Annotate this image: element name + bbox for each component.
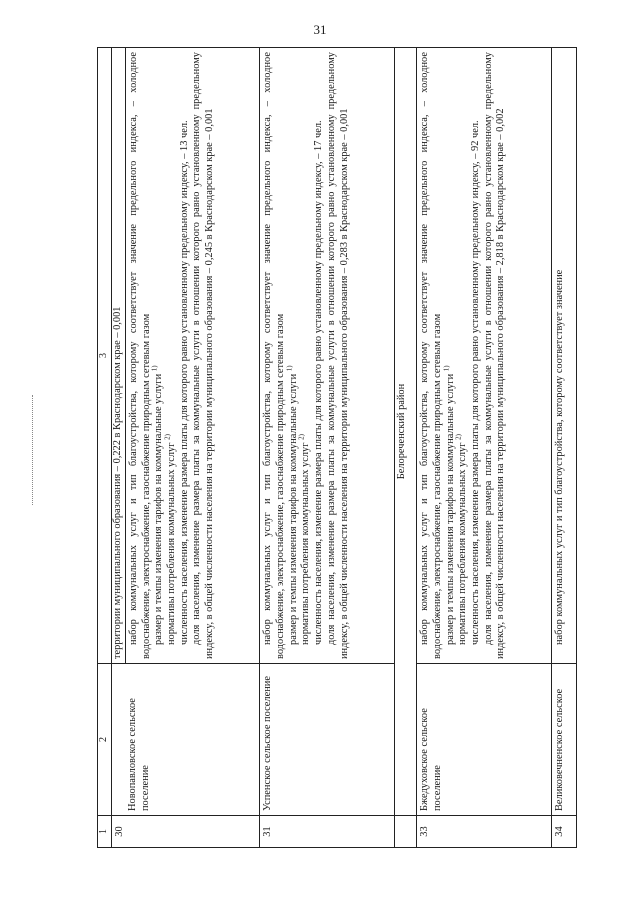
population-line: численность населения, изменение размера платы для которого равно установленному предельному индексу, – 92 чел.: [470, 120, 481, 645]
row-number: 34: [551, 816, 576, 848]
tariffs-line: размер и темпы изменения тарифов на коммунальные услуги: [287, 373, 299, 645]
share-line: доля населения, изменение размера платы за коммунальные услуги в отношении которого равно установленному предельному индексу, в общей численности населения на территории муниципального образования – 0,245 в Краснодарском крае – 0,001: [191, 52, 216, 659]
tariffs-line: размер и темпы изменения тарифов на коммунальные услуги: [153, 373, 165, 645]
margin-dots: [32, 395, 39, 505]
page-number: 31: [313, 22, 327, 37]
footnote-mark: 2): [297, 434, 306, 440]
table-row: [551, 48, 576, 848]
row-description: [551, 48, 576, 664]
table-row: [260, 48, 394, 848]
rotated-table-container: [97, 48, 577, 848]
row-number: 30: [112, 816, 260, 848]
share-line: доля населения, изменение размера платы за коммунальные услуги в отношении которого равно установленному предельному индексу, в общей численности населения на территории муниципального образования – 0,283 в Краснодарском крае – 0,001: [325, 52, 350, 659]
footnote-mark: 1): [442, 365, 451, 372]
settlement-name: Бжедуховское сельское поселение: [417, 664, 551, 816]
population-line: численность населения, изменение размера платы для которого равно установленному предельному индексу, – 13 чел.: [178, 120, 190, 645]
tariff-table: [97, 47, 577, 848]
row-description: [417, 48, 551, 664]
table-row: [112, 48, 126, 848]
population-line: численность населения, изменение размера платы для которого равно установленному предельному индексу, – 17 чел.: [313, 120, 325, 645]
header-col-1: 1: [98, 816, 112, 848]
row-number: 33: [417, 816, 551, 848]
services-set: набор коммунальных услуг и тип благоустройства, которому соответствует значение предельного индекса, – холодное водоснабжение, электроснабжение, газоснабжение природным сетевым газом: [128, 52, 152, 659]
share-line: доля населения, изменение размера платы за коммунальные услуги в отношении которого равно установленному предельному индексу, в общей численности населения на территории муниципального образования – 2,818 в Краснодарском крае – 0,002: [482, 52, 507, 659]
header-col-3: 3: [98, 48, 112, 664]
row-description: [126, 48, 260, 664]
region-row: [394, 48, 416, 848]
carry-over-text: территории муниципального образования – 0,222 в Краснодарском крае – 0,001: [112, 48, 126, 664]
settlement-name: Великовечненское сельское: [551, 664, 576, 816]
row-number: 31: [260, 816, 394, 848]
norms-line: нормативы потребления коммунальных услуг: [300, 442, 312, 645]
services-set: набор коммунальных услуг и тип благоустройства, которому соответствует значение предельного индекса, – холодное водоснабжение, электроснабжение, газоснабжение природным сетевым газом: [262, 52, 287, 659]
tariffs-line: размер и темпы изменения тарифов на коммунальные услуги: [444, 373, 456, 645]
services-set: набор коммунальных услуг и тип благоустройства, которому соответствует значение: [553, 269, 565, 645]
settlement-name: [112, 664, 260, 816]
norms-line: нормативы потребления коммунальных услуг: [457, 442, 469, 645]
table-header-row: [98, 48, 112, 848]
settlement-name: Успенское сельское поселение: [260, 664, 394, 816]
region-title: Белореченский район: [394, 48, 416, 816]
footnote-mark: 1): [150, 365, 159, 372]
settlement-name-text: Новопавловское сельское поселение: [127, 698, 151, 811]
footnote-mark: 2): [454, 434, 463, 440]
header-col-2: 2: [98, 664, 112, 816]
footnote-mark: 2): [163, 434, 172, 440]
row-description: [260, 48, 394, 664]
table-row: [417, 48, 551, 848]
services-set: набор коммунальных услуг и тип благоустройства, которому соответствует значение предельного индекса, – холодное водоснабжение, электроснабжение, газоснабжение природным сетевым газом: [419, 52, 443, 659]
footnote-mark: 1): [285, 365, 294, 372]
norms-line: нормативы потребления коммунальных услуг: [166, 442, 178, 645]
